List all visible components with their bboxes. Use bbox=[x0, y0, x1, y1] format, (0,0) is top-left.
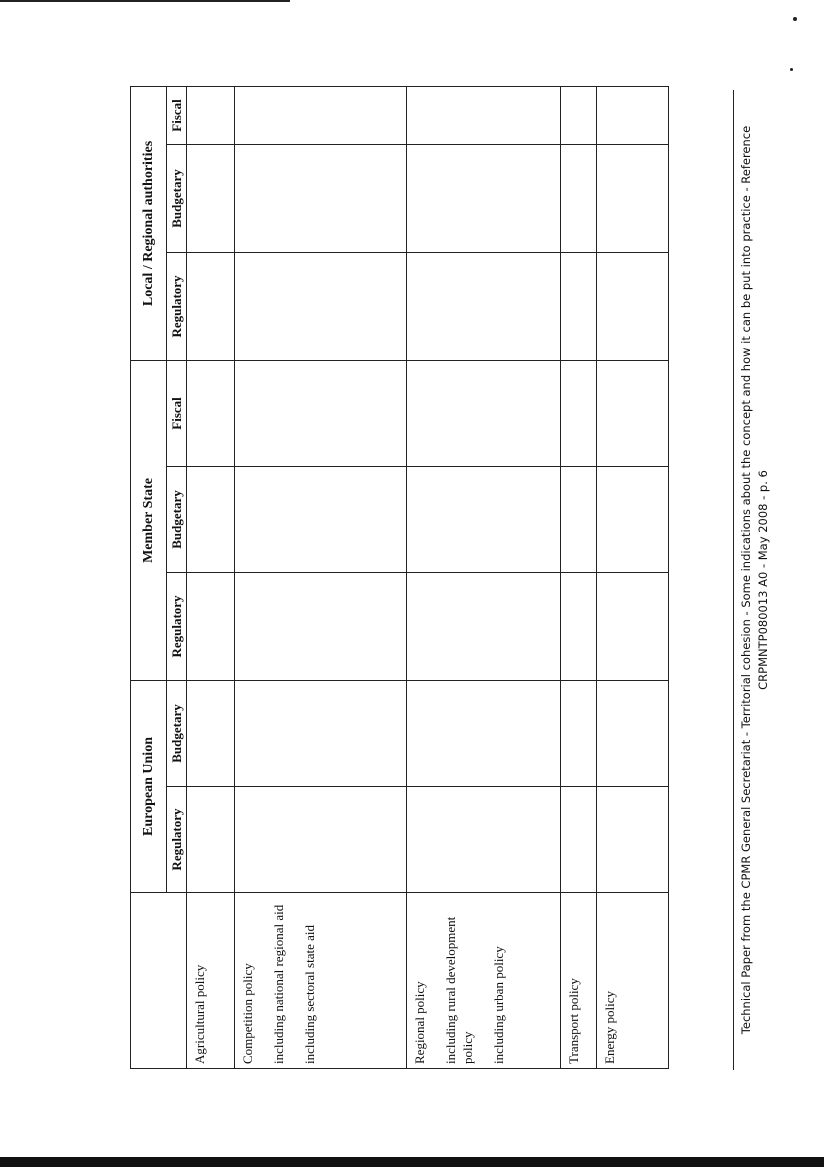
row-sublabel: including national regional aid bbox=[271, 904, 286, 1064]
row-sublabel: including urban policy bbox=[491, 946, 506, 1064]
row-label-competition bbox=[235, 893, 407, 1069]
scan-edge bbox=[0, 1157, 824, 1167]
sub-header: Regulatory bbox=[167, 572, 187, 680]
corner-cell bbox=[131, 893, 187, 1069]
row-label-text: Transport policy bbox=[566, 978, 581, 1064]
policy-table bbox=[130, 86, 669, 1069]
sub-header: Fiscal bbox=[167, 86, 187, 144]
row-sublabel: including sectoral state aid bbox=[302, 925, 317, 1064]
sub-header: Regulatory bbox=[167, 787, 187, 893]
group-header-local-regional: Local / Regional authorities bbox=[131, 86, 167, 360]
sub-header: Regulatory bbox=[167, 252, 187, 360]
row-label-transport bbox=[561, 893, 597, 1069]
page-footer bbox=[733, 90, 783, 1070]
table-row bbox=[597, 86, 669, 1068]
table-row bbox=[561, 86, 597, 1068]
row-label-regional bbox=[407, 893, 561, 1069]
sub-header: Budgetary bbox=[167, 466, 187, 572]
top-rule bbox=[0, 0, 290, 2]
row-label-text: Energy policy bbox=[602, 990, 617, 1064]
row-label-text: Agricultural policy bbox=[192, 964, 207, 1064]
row-label-text: Regional policy bbox=[412, 981, 427, 1064]
row-label-energy bbox=[597, 893, 669, 1069]
margin-mark bbox=[790, 68, 793, 71]
sub-header: Budgetary bbox=[167, 144, 187, 252]
sub-header: Fiscal bbox=[167, 360, 187, 466]
table-row bbox=[407, 86, 561, 1068]
table-row bbox=[235, 86, 407, 1068]
footer-line-1: Technical Paper from the CPMR General Secretariat - Territorial cohesion - Some indications about the concept and how it can be put into practice - Reference bbox=[739, 125, 753, 1035]
policy-table-container bbox=[130, 87, 668, 1069]
row-label-text: Competition policy bbox=[240, 963, 255, 1064]
row-label-agricultural bbox=[187, 893, 235, 1069]
sub-header: Budgetary bbox=[167, 680, 187, 786]
table-row bbox=[187, 86, 235, 1068]
row-sublabel: including rural development policy bbox=[443, 916, 475, 1064]
margin-mark bbox=[793, 17, 797, 21]
group-header-member-state: Member State bbox=[131, 360, 167, 680]
group-header-eu: European Union bbox=[131, 680, 167, 892]
footer-line-2: CRPMNTP080013 A0 - May 2008 - p. 6 bbox=[756, 470, 770, 690]
